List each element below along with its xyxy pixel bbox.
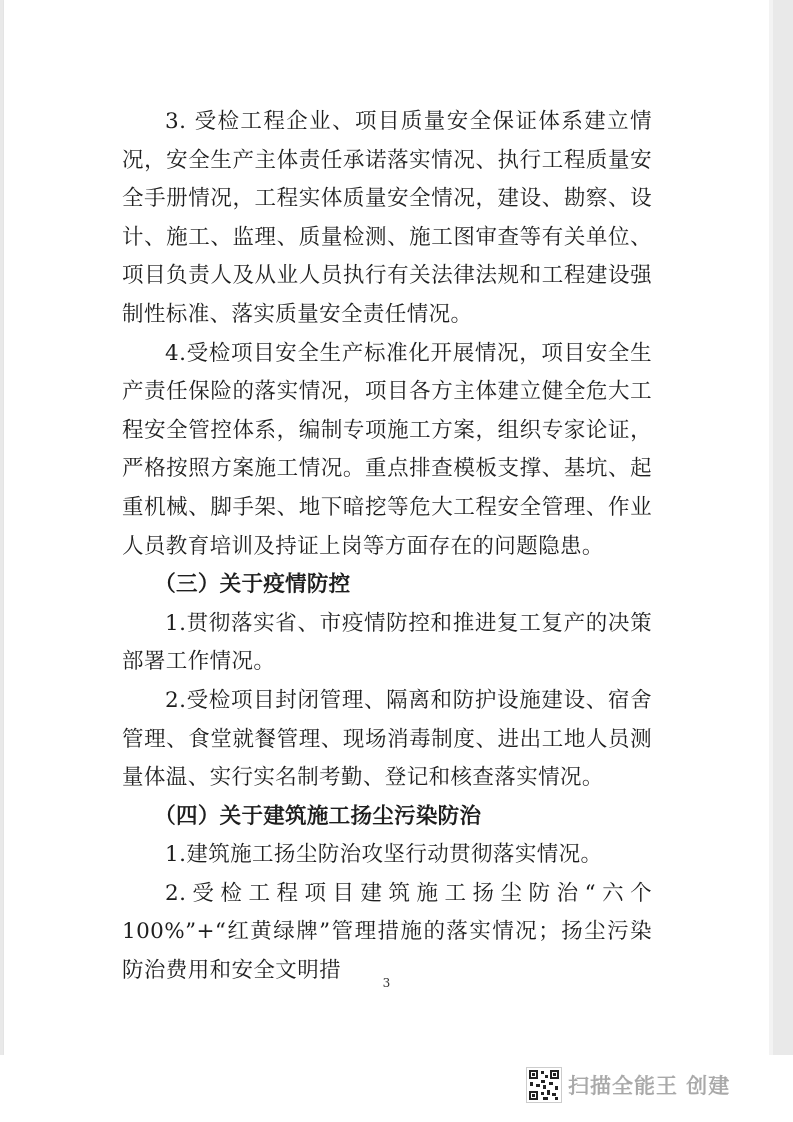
paragraph: 1.贯彻落实省、市疫情防控和推进复工复产的决策部署工作情况。 [122, 610, 652, 675]
paragraph: 2.受检工程项目建筑施工扬尘防治“六个100%”+“红黄绿牌”管理措施的落实情况；扬尘污染防治费用和安全文明措 [122, 880, 652, 984]
paragraph: 3. 受检工程企业、项目质量安全保证体系建立情况，安全生产主体责任承诺落实情况、执行工程质量安全手册情况，工程实体质量安全情况，建设、勘察、设计、施工、监理、质量检测、施工图审查等有关单位、项目负责人及从业人员执行有关法律法规和工程建设强制性标准、落实质量安全责任情况。 [122, 109, 652, 327]
paragraph: 4.受检项目安全生产标准化开展情况，项目安全生产责任保险的落实情况，项目各方主体建立健全危大工程安全管控体系，编制专项施工方案，组织专家论证，严格按照方案施工情况。重点排查模板支撑、基坑、起重机械、脚手架、地下暗挖等危大工程安全管理、作业人员教育培训及持证上岗等方面存在的问题隐患。 [122, 340, 652, 559]
document-body [122, 103, 652, 991]
paragraph: 1.建筑施工扬尘防治攻坚行动贯彻落实情况。 [165, 842, 603, 868]
scanner-watermark: 扫描全能王 创建 [568, 1074, 731, 1098]
page-number: 3 [382, 976, 391, 990]
section-heading: （三）关于疫情防控 [154, 572, 351, 598]
document-page [4, 0, 769, 1055]
paragraph: 2.受检项目封闭管理、隔离和防护设施建设、宿舍管理、食堂就餐管理、现场消毒制度、进出工地人员测量体温、实行实名制考勤、登记和核查落实情况。 [122, 687, 652, 791]
qr-code-icon [526, 1067, 562, 1103]
section-heading: （四）关于建筑施工扬尘污染防治 [154, 803, 482, 829]
